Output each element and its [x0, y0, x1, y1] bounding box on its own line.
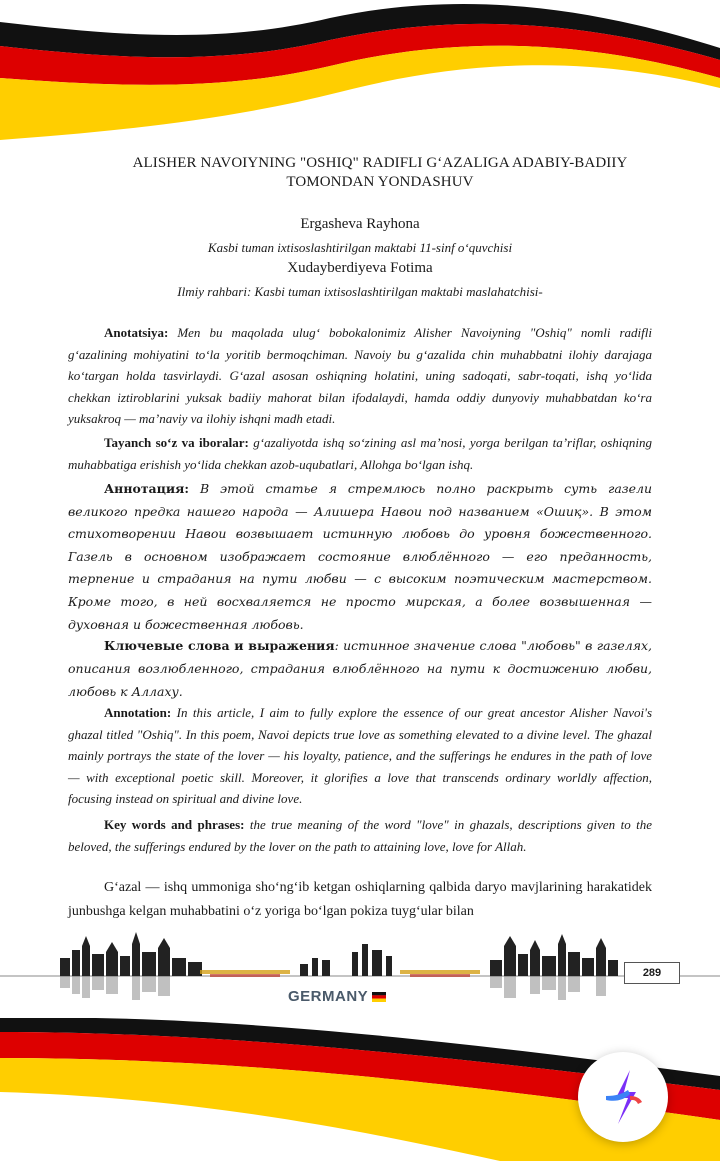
abstract-en-label: Annotation:	[104, 705, 172, 720]
keywords-en	[68, 814, 652, 857]
abstract-ru	[68, 478, 652, 636]
title-line-1: ALISHER NAVOIYNING "OSHIQ" RADIFLI G‘AZALIGA ADABIY-BADIIY	[132, 155, 628, 171]
keywords-ru	[68, 634, 652, 703]
flag-wave-top	[0, 0, 720, 150]
germany-flag-icon	[372, 992, 386, 1002]
country-label: GERMANY	[288, 988, 369, 1005]
keywords-en-text: the true meaning of the word "love" in ghazals, descriptions given to the beloved, the sufferings endured by the lover on the path to attaining love, love for Allah.	[68, 817, 652, 854]
author-1-affiliation: Kasbi tuman ixtisoslashtirilgan maktabi 11-sinf o‘quvchisi	[207, 240, 513, 255]
abstract-uz-label: Anotatsiya:	[104, 325, 169, 340]
keywords-uz-label: Tayanch so‘z va iboralar:	[104, 435, 249, 450]
keywords-ru-text: : истинное значение слова "любовь" в газелях, описания возлюбленного, страдания влюблённого на пути к достижению любви, любовь к Аллаху.	[68, 638, 652, 699]
keywords-ru-label: Ключевые слова и выражения	[104, 638, 335, 653]
author-1-name: Ergasheva Rayhona	[300, 216, 420, 232]
abstract-en-text: In this article, I aim to fully explore the essence of our great ancestor Alisher Navoi's ghazal titled "Oshiq". In this poem, Navoi depicts true love as something elevated to a divine level. The ghazal mainly portrays the state of the lover — his loyalty, patience, and the sufferings he endures in the path of love — with exceptional poetic skill. Moreover, it glorifies a love that transcends ordinary worldly affection, focusing instead on spiritual and divine love.	[68, 705, 653, 807]
abstract-uz-text: Men bu maqolada ulug‘ bobokalonimiz Alisher Navoiyning "Oshiq" nomli radifli g‘azalining mohiyatini to‘la yoritib bermoqchiman. Navoiy bu g‘azalida chin muhabbatni ilohiy darajaga ko‘targan holda tasvirlaydi. G‘azal asosan oshiqning holatini, uning sadoqati, sabr-toqati, ishq yo‘lida chekkan iztiroblarini yuksak badiiy mahorat bilan ifodalaydi, hamda oddiy dunyoviy muhabbatdan ko‘ra yuksakroq — ma’naviy va ilohiy ishqni madh etadi.	[68, 325, 652, 427]
app-logo-badge[interactable]	[578, 1052, 668, 1142]
main-text-paragraph: G‘azal — ishq ummoniga sho‘ng‘ib ketgan oshiqlarning qalbida daryo mavjlarining harakatidek junbushga kelgan muhabbatini o‘z yoriga bo‘lgan pokiza tuyg‘ular bilan	[68, 880, 652, 919]
keywords-uz-text: g‘azaliyotda ishq so‘zining asl ma’nosi, yorga berilgan ta’riflar, oshiqning muhabbatiga erishish yo‘lida chekkan azob-uqubatlari, Allohga bo‘lgan ishq.	[68, 435, 653, 472]
author-2-name: Xudayberdiyeva Fotima	[287, 260, 433, 276]
page-number: 289	[624, 962, 680, 984]
abstract-ru-text: В этой статье я стремлюсь полно раскрыть суть газели великого предка нашего народа — Алишера Навои под названием «Ошиқ». В этом стихотворении Навои возвышает истинную любовь до уровня божественного. Газель в основном изображает состояние влюблённого — его преданность, терпение и страдания на пути любви — с высоким поэтическим мастерством. Кроме того, в ней восхваляется не просто мирская, а более возвышенная — духовная и божественная любовь.	[68, 481, 652, 632]
abstract-en	[68, 702, 652, 810]
article-title	[90, 154, 670, 192]
sparkle-logo-icon	[578, 1052, 668, 1142]
author-2-affiliation: Ilmiy rahbari: Kasbi tuman ixtisoslashtirilgan maktabi maslahatchisi-	[177, 284, 543, 299]
abstract-uz	[68, 322, 652, 430]
abstract-ru-label: Аннотация:	[104, 481, 190, 496]
keywords-uz	[68, 432, 652, 475]
keywords-en-label: Key words and phrases:	[104, 817, 245, 832]
title-line-2: TOMONDAN YONDASHUV	[286, 174, 474, 190]
